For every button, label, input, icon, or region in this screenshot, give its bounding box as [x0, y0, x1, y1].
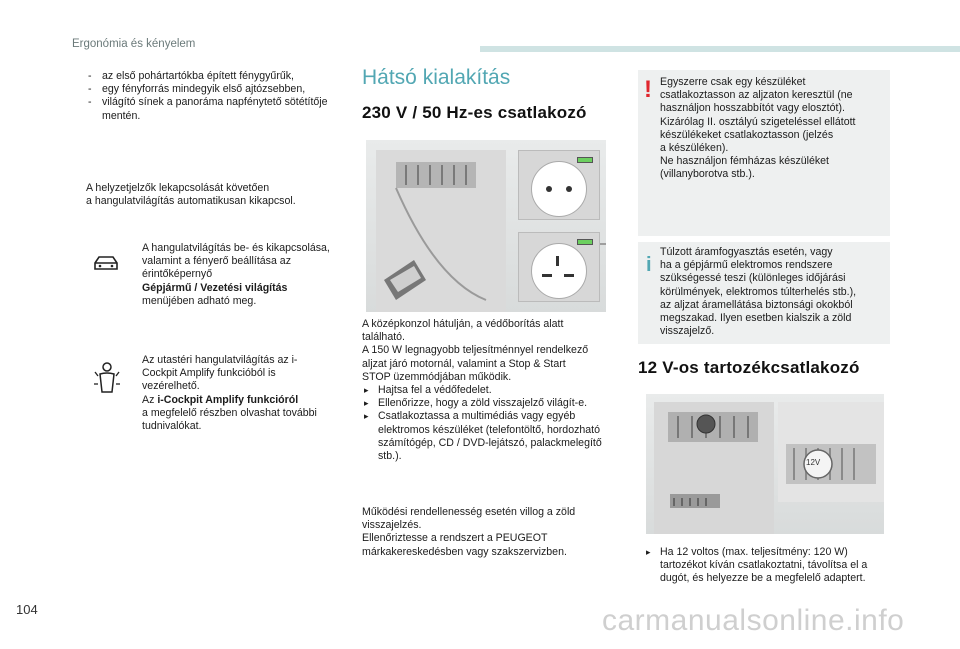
socket-12v-label: 12V — [806, 458, 821, 467]
socket-description: A középkonzol hátulján, a védőborítás alatt található. A 150 W legnagyobb teljesítménnyel rendelkező aljzat járó motornál, valamint a Stop & Start STOP üzemmódjában működik. — [362, 318, 589, 383]
list-item: ▸ Ellenőrizze, hogy a zöld visszajelző világít-e. — [362, 397, 612, 410]
warning-icon: ! — [644, 76, 652, 103]
socket-closeup-2 — [518, 232, 600, 302]
list-item: ▸ Hajtsa fel a védőfedelet. — [362, 384, 612, 397]
section-title: Hátsó kialakítás — [362, 66, 511, 89]
header-title: Ergonómia és kényelem — [72, 38, 196, 50]
steps-list — [362, 384, 612, 463]
feature-list — [86, 70, 346, 123]
info-box — [638, 242, 890, 344]
i-cockpit-amplify-icon — [92, 358, 122, 398]
i-cockpit-text: Az utastéri hangulatvilágítás az i-Cockpit Amplify funkcióból is vezérelhető. Az i-Cockpit Amplify funkcióról a megfelelő részben olvashat további tudnivalókat. — [142, 354, 317, 433]
photo-12v-socket — [646, 394, 884, 534]
list-item: - világító sínek a panoráma napfénytető sötétítője mentén. — [86, 96, 346, 122]
info-icon: i — [646, 254, 652, 276]
function-name: i-Cockpit Amplify funkcióról — [157, 393, 299, 406]
green-indicator — [577, 239, 593, 245]
header-bar — [480, 46, 960, 52]
warning-text: Egyszerre csak egy készüléket csatlakoztasson az aljzaton keresztül (ne használjon hosszabbítót vagy elosztót). Kizárólag II. osztályú szigeteléssel ellátott készülékeket csatlakoztasson (jelzés a készüléken). Ne használjon fémházas készüléket (villanyborotva stb.). — [660, 76, 856, 181]
ambient-light-settings-text: A hangulatvilágítás be- és kikapcsolása, valamint a fényerő beállítása az érintőképernyő Gépjármű / Vezetési világítás menüjében adható meg. — [142, 242, 330, 307]
12v-steps-list — [644, 546, 884, 586]
list-item: - az első pohártartókba épített fénygyűrűk, — [86, 70, 346, 83]
malfunction-paragraph: Működési rendellenesség esetén villog a zöld visszajelzés. Ellenőriztesse a rendszert a PEUGEOT márkakereskedésben vagy szakszervizben. — [362, 506, 576, 558]
green-indicator — [577, 157, 593, 163]
socket-closeup-1 — [518, 150, 600, 220]
list-item: - egy fényforrás mindegyik első ajtózsebben, — [86, 83, 346, 96]
page-number: 104 — [16, 602, 38, 617]
list-item: ▸ Csatlakoztassa a multimédiás vagy egyéb elektromos készüléket (telefontöltő, hordozható számítógép, CD / DVD-lejátszó, palackmelegítő stb.). — [362, 410, 612, 463]
car-icon — [92, 254, 120, 270]
info-text: Túlzott áramfogyasztás esetén, vagy ha a gépjármű elektromos rendszere szükségessé teszi (különleges időjárási körülmények, elektromos túlterhelés stb.), az aljzat áramellátása biztonsági okokból megszakad. Ilyen esetben kialszik a zöld visszajelző. — [660, 246, 857, 338]
subtitle-230v: 230 V / 50 Hz-es csatlakozó — [362, 103, 587, 122]
warning-box — [638, 70, 890, 236]
watermark: carmanualsonline.info — [602, 604, 905, 637]
list-item: ▸ Ha 12 voltos (max. teljesítmény: 120 W) tartozékot kíván csatlakoztatni, távolítsa el a dugót, és helyezze be a megfelelő adaptert. — [644, 546, 884, 586]
menu-path: Gépjármű / Vezetési világítás — [142, 281, 288, 294]
auto-off-paragraph: A helyzetjelzők lekapcsolását követően a hangulatvilágítás automatikusan kikapcsol. — [86, 182, 296, 208]
subtitle-12v: 12 V-os tartozékcsatlakozó — [638, 358, 860, 377]
photo-230v-socket — [366, 140, 606, 312]
